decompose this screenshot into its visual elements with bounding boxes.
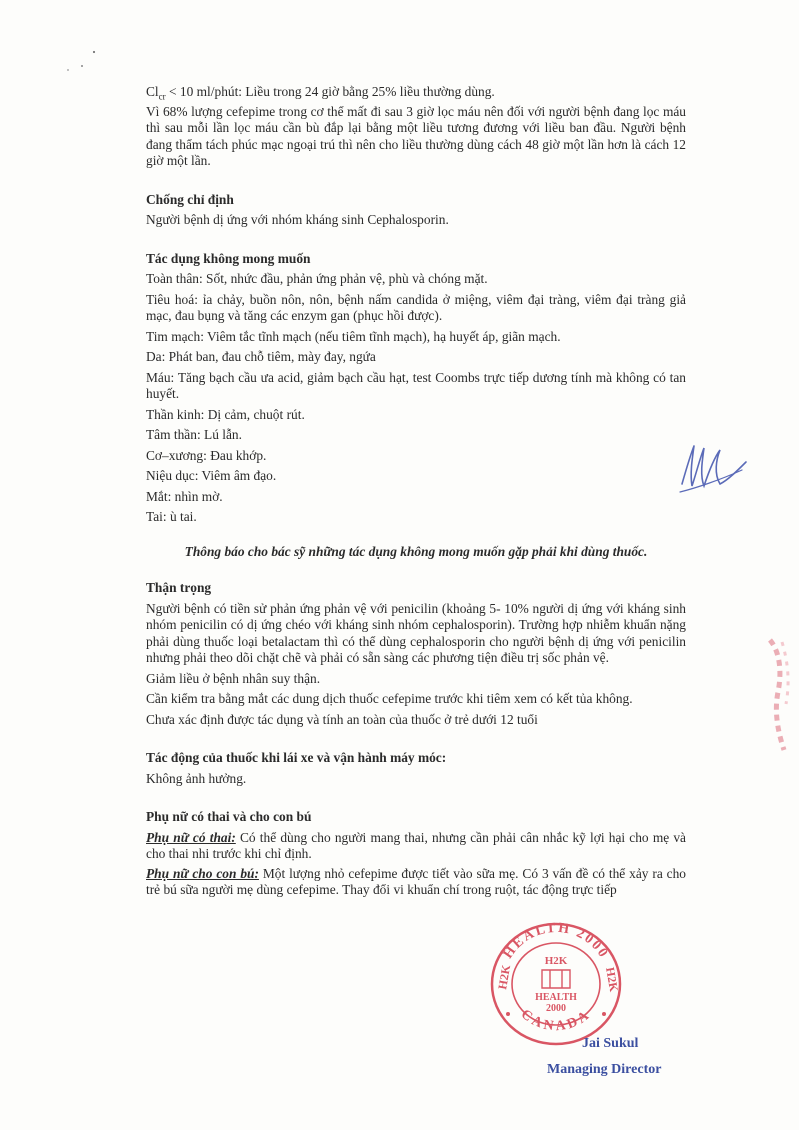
clcr-prefix: Cl (146, 84, 159, 99)
document-body (146, 84, 686, 902)
clcr-dosage-line (146, 84, 686, 101)
doctor-notice: Thông báo cho bác sỹ những tác dụng không mong muốn gặp phải khi dùng thuốc. (184, 543, 648, 559)
section-heading: Phụ nữ có thai và cho con bú (146, 809, 312, 824)
stamp-outer-top: HEALTH 2000 (500, 920, 612, 962)
signer-name: Jai Sukul (582, 1036, 639, 1051)
pregnant-label: Phụ nữ có thai: (146, 829, 236, 845)
stamp-center-top: H2K (544, 955, 568, 967)
precaution-item: Cần kiểm tra bằng mắt các dung dịch thuốc cefepime trước khi tiêm xem có kết tủa không. (146, 691, 633, 706)
clcr-text: < 10 ml/phút: Liều trong 24 giờ bằng 25% liều thường dùng. (165, 84, 495, 99)
dialysis-paragraph: Vì 68% lượng cefepime trong cơ thể mất đi sau 3 giờ lọc máu nên đối với người bệnh đang lọc máu thì sau mỗi lần lọc máu cần bù đắp lại bằng một liều tương đương với liều ban đầu. Người bệnh đang thẩm tách phúc mạc ngoại trú thì nên cho liều thường dùng cách 48 giờ một lần hơn là cách 12 giờ một lần. (146, 103, 686, 168)
stamp-center-mid: HEALTH (535, 992, 577, 1003)
adverse-item: Niệu dục: Viêm âm đạo. (146, 468, 277, 483)
adverse-item: Máu: Tăng bạch cầu ưa acid, giảm bạch cầu hạt, test Coombs trực tiếp dương tính mà không có tan huyết. (146, 369, 686, 401)
scan-specks (60, 48, 100, 78)
company-stamp (486, 918, 626, 1048)
adverse-item: Mắt: nhìn mờ. (146, 488, 223, 504)
section-heading: Tác động của thuốc khi lái xe và vận hành máy móc: (146, 750, 447, 765)
precautions-section (146, 580, 686, 728)
pregnant-text: Có thể dùng cho người mang thai, nhưng cần phải cân nhắc kỹ lợi hại cho mẹ và cho thai nhi trước khi chỉ định. (146, 829, 687, 861)
stamp-outer-bottom: CANADA (517, 1006, 595, 1035)
maple-flag-icon (542, 970, 570, 988)
adverse-effects-section (146, 251, 686, 561)
clcr-subscript: cr (158, 91, 166, 102)
adverse-item: Tiêu hoá: ỉa chảy, buồn nôn, nôn, bệnh nấm candida ở miệng, viêm đại tràng, viêm đại tràng giả mạc, đau bụng và tăng các enzym gan (phục hồi được). (146, 291, 686, 323)
signer-title: Managing Director (547, 1062, 662, 1077)
partial-edge-stamp (760, 632, 796, 772)
adverse-item: Thần kinh: Dị cảm, chuột rút. (146, 406, 305, 422)
section-heading: Chống chỉ định (146, 191, 234, 207)
pregnant-paragraph (146, 830, 686, 863)
nursing-label: Phụ nữ cho con bú: (146, 865, 259, 881)
driving-text: Không ảnh hưởng. (146, 770, 247, 786)
section-heading: Thận trọng (146, 580, 212, 595)
stamp-left: H2K (495, 963, 514, 991)
pregnancy-section (146, 809, 686, 899)
precaution-item: Người bệnh có tiền sử phản ứng phản vệ với penicilin (khoảng 5- 10% người dị ứng với kháng sinh nhóm penicilin có dị ứng chéo với kháng sinh nhóm cephalosporin). Trường hợp nhiễm khuẩn nặng phải dùng thuốc loại betalactam thì có thể dùng cephalosporin cho người bệnh dị ứng với penicilin nhưng phải theo dõi chặt chẽ và phải có sẵn sàng các phương tiện điều trị sốc phản vệ. (146, 600, 686, 665)
nursing-paragraph (146, 866, 686, 899)
adverse-item: Tim mạch: Viêm tắc tĩnh mạch (nếu tiêm tĩnh mạch), hạ huyết áp, giãn mạch. (146, 328, 561, 344)
stamp-center-bottom: 2000 (546, 1003, 566, 1014)
adverse-item: Da: Phát ban, đau chỗ tiêm, mày đay, ngứa (146, 349, 376, 364)
nursing-text: Một lượng nhỏ cefepime được tiết vào sữa mẹ. Có 3 vấn đề có thể xảy ra cho trẻ bú sữa người mẹ dùng cefepime. Thay đổi vi khuẩn chí trong ruột, tác động trực tiếp (146, 865, 686, 897)
adverse-item: Tai: ù tai. (146, 509, 197, 524)
section-heading: Tác dụng không mong muốn (146, 250, 311, 266)
adverse-item: Toàn thân: Sốt, nhức đầu, phản ứng phản vệ, phù và chóng mặt. (146, 271, 488, 286)
handwritten-signature (676, 440, 756, 496)
adverse-item: Cơ–xương: Đau khớp. (146, 447, 267, 463)
precaution-item: Chưa xác định được tác dụng và tính an toàn của thuốc ở trẻ dưới 12 tuổi (146, 711, 538, 727)
contraindications-section (146, 192, 686, 229)
adverse-item: Tâm thần: Lú lẫn. (146, 427, 242, 442)
stamp-right: H2K (603, 966, 622, 993)
contraindications-text: Người bệnh dị ứng với nhóm kháng sinh Cephalosporin. (146, 212, 449, 227)
driving-section (146, 750, 686, 787)
precaution-item: Giảm liều ở bệnh nhân suy thận. (146, 670, 321, 686)
